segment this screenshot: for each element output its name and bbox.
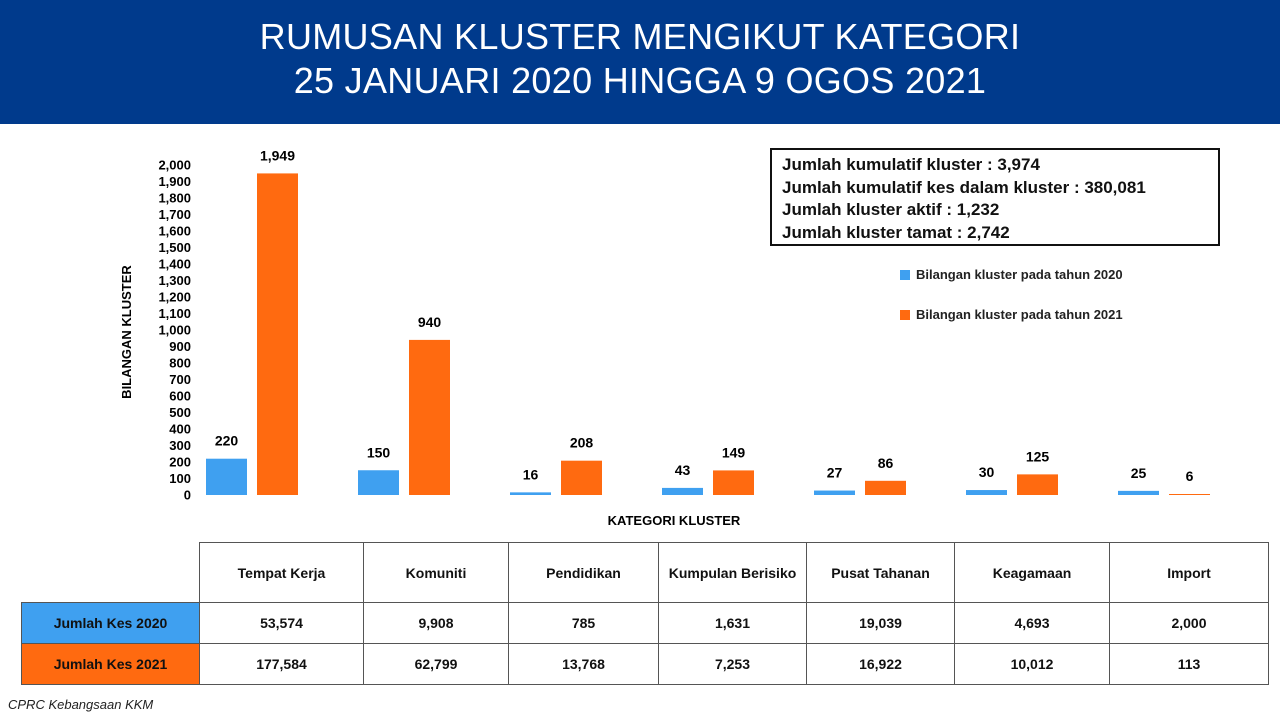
y-tick-label: 1,000 bbox=[158, 322, 191, 338]
bar-value-label: 149 bbox=[721, 444, 746, 461]
bar-2020-kumpulan-berisiko bbox=[662, 488, 703, 495]
cases-table bbox=[21, 542, 1269, 685]
summary-ended-clusters: Jumlah kluster tamat : 2,742 bbox=[782, 222, 1010, 242]
y-axis bbox=[158, 158, 191, 503]
y-tick-label: 2,000 bbox=[158, 157, 191, 173]
table-header-cell: Kumpulan Berisiko bbox=[659, 543, 807, 603]
bar-2020-tempat-kerja bbox=[206, 459, 247, 495]
title-line-2: 25 JANUARI 2020 HINGGA 9 OGOS 2021 bbox=[293, 60, 987, 101]
y-tick-label: 1,500 bbox=[158, 240, 191, 255]
title-banner bbox=[0, 0, 1280, 124]
bar-value-label: 6 bbox=[1185, 468, 1194, 484]
title-line-1: RUMUSAN KLUSTER MENGIKUT KATEGORI bbox=[259, 16, 1021, 57]
legend-item-2021 bbox=[900, 307, 1123, 322]
bar-2020-pusat-tahanan bbox=[814, 491, 855, 495]
bar-2020-pendidikan bbox=[510, 492, 551, 495]
bar-value-label: 27 bbox=[826, 464, 843, 481]
bar-2021-import bbox=[1169, 494, 1210, 495]
y-tick-label: 300 bbox=[169, 438, 191, 453]
table-header-row bbox=[22, 543, 1269, 603]
y-tick-label: 1,900 bbox=[158, 174, 191, 189]
row-label-2021: Jumlah Kes 2021 bbox=[22, 644, 200, 685]
y-tick-label: 1,700 bbox=[158, 207, 191, 222]
y-tick-label: 1,100 bbox=[158, 306, 191, 321]
bar-value-label: 86 bbox=[877, 454, 894, 471]
y-tick-label: 700 bbox=[169, 372, 191, 387]
row-label-2020: Jumlah Kes 2020 bbox=[22, 603, 200, 644]
table-cell: 7,253 bbox=[659, 644, 807, 685]
y-tick-label: 800 bbox=[169, 355, 191, 371]
y-tick-label: 500 bbox=[169, 405, 191, 420]
y-tick-label: 600 bbox=[169, 388, 191, 404]
y-tick-label: 0 bbox=[183, 487, 191, 503]
y-tick-label: 1,600 bbox=[158, 223, 191, 239]
y-tick-label: 1,200 bbox=[158, 289, 191, 305]
table-cell: 62,799 bbox=[364, 644, 509, 685]
table-header-cell: Komuniti bbox=[364, 543, 509, 603]
bar-2021-tempat-kerja bbox=[257, 173, 298, 495]
y-tick-label: 1,300 bbox=[158, 273, 191, 288]
table-cell: 16,922 bbox=[807, 644, 955, 685]
y-tick-label: 100 bbox=[169, 471, 191, 486]
y-tick-label: 200 bbox=[169, 454, 191, 470]
table-cell: 1,631 bbox=[659, 603, 807, 644]
bar-value-label: 150 bbox=[366, 444, 391, 461]
summary-cumulative-cases: Jumlah kumulatif kes dalam kluster : 380,081 bbox=[782, 177, 1146, 197]
legend-swatch-2021 bbox=[900, 310, 910, 320]
table-cell: 10,012 bbox=[955, 644, 1110, 685]
bar-value-label: 220 bbox=[214, 432, 239, 449]
x-axis-title: KATEGORI KLUSTER bbox=[607, 513, 741, 528]
table-header-cell: Import bbox=[1110, 543, 1269, 603]
bar-value-label: 1,949 bbox=[259, 147, 296, 164]
legend-swatch-2020 bbox=[900, 270, 910, 280]
bar-value-label: 125 bbox=[1025, 448, 1050, 465]
table-cell: 785 bbox=[509, 603, 659, 644]
bar-value-label: 16 bbox=[522, 466, 539, 483]
table-cell: 177,584 bbox=[200, 644, 364, 685]
bar-value-label: 30 bbox=[978, 464, 995, 481]
bar-2021-keagamaan bbox=[1017, 474, 1058, 495]
y-tick-label: 1,800 bbox=[158, 190, 191, 206]
summary-cumulative-clusters: Jumlah kumulatif kluster : 3,974 bbox=[782, 155, 1040, 174]
source-credit: CPRC Kebangsaan KKM bbox=[8, 697, 154, 712]
table-row-2020 bbox=[22, 603, 1269, 644]
bar-2020-keagamaan bbox=[966, 490, 1007, 495]
y-tick-label: 900 bbox=[169, 339, 191, 354]
bar-2021-kumpulan-berisiko bbox=[713, 470, 754, 495]
table-cell: 19,039 bbox=[807, 603, 955, 644]
table-cell: 2,000 bbox=[1110, 603, 1269, 644]
table-cell: 9,908 bbox=[364, 603, 509, 644]
cluster-summary-box bbox=[770, 148, 1220, 246]
bar-2021-komuniti bbox=[409, 340, 450, 495]
bar-value-label: 43 bbox=[674, 461, 691, 478]
table-header-cell: Tempat Kerja bbox=[200, 543, 364, 603]
bar-2021-pusat-tahanan bbox=[865, 481, 906, 495]
table-header-cell: Keagamaan bbox=[955, 543, 1110, 603]
legend-label-2020: Bilangan kluster pada tahun 2020 bbox=[916, 267, 1123, 282]
y-axis-title: BILANGAN KLUSTER bbox=[119, 265, 134, 399]
bar-2021-pendidikan bbox=[561, 461, 602, 495]
table-cell: 4,693 bbox=[955, 603, 1110, 644]
table-header-cell: Pendidikan bbox=[509, 543, 659, 603]
table-row-2021 bbox=[22, 644, 1269, 685]
bar-2020-import bbox=[1118, 491, 1159, 495]
legend-item-2020 bbox=[900, 267, 1123, 282]
summary-active-clusters: Jumlah kluster aktif : 1,232 bbox=[782, 200, 1000, 219]
table-cell: 13,768 bbox=[509, 644, 659, 685]
y-tick-label: 1,400 bbox=[158, 256, 191, 272]
table-cell: 53,574 bbox=[200, 603, 364, 644]
legend-label-2021: Bilangan kluster pada tahun 2021 bbox=[916, 307, 1123, 322]
y-tick-label: 400 bbox=[169, 421, 191, 437]
bar-value-label: 25 bbox=[1130, 464, 1147, 481]
bar-2020-komuniti bbox=[358, 470, 399, 495]
bar-value-label: 208 bbox=[569, 434, 594, 451]
bar-value-label: 940 bbox=[417, 313, 442, 330]
table-cell: 113 bbox=[1110, 644, 1269, 685]
table-header-cell: Pusat Tahanan bbox=[807, 543, 955, 603]
